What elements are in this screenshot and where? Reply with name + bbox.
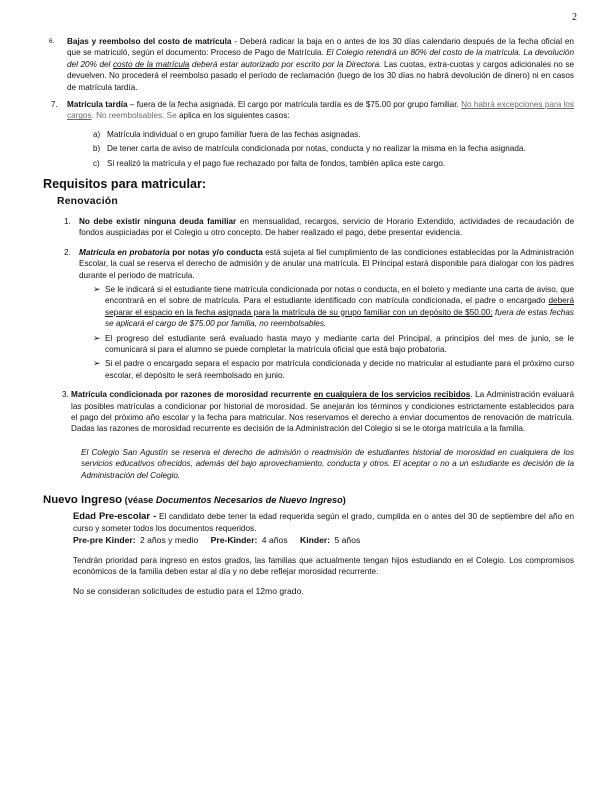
bullet-text: El progreso del estudiante será evaluado hasta mayo y mediante carta del Principal, a principios del mes de junio, se le comunicará si para el alumno se puede completar la matrícula oficial que está bajo probatoria. — [105, 333, 574, 354]
item-marker: 1. — [64, 216, 71, 226]
item-text: . La Administración evaluará las posibles matrículas a condicionar por historial de morosidad. Se anejarán los términos y condiciones estrictamente establecidos para el pago del próximo año escolar y la fecha para matricular. Nos reservamos el derecho a enviar documentos de renovación de matrícula. Dadas las razones de morosidad recurrente es decisión de la Administración del Colegio si se le otorga matrícula a la familia. — [71, 390, 575, 434]
bullet-italic-text: fuera de estas fechas se aplicará el cargo de $75.00 por familia, no reembolsables. — [105, 307, 574, 329]
requirement-item-3 — [45, 389, 574, 435]
sub-item-a — [93, 129, 574, 140]
item-text-2: aplica en los siguientes casos: — [176, 111, 290, 121]
edad-preescolar — [73, 510, 574, 534]
arrow-bullet-icon: ➢ — [93, 358, 101, 369]
sub-list — [93, 129, 574, 169]
bullet-item-2 — [93, 333, 574, 356]
age-value-pre-kinder: 4 años — [259, 535, 288, 546]
age-requirements — [73, 535, 574, 546]
item-title: Matrícula tardía — [67, 100, 128, 110]
item-text: en mensualidad, recargos, servicio de Horario Extendido, actividades de recaudación de fondos auspiciadas por el Colegio u otro concepto. De haber realizado el pago, debe presentar evidencia. — [79, 216, 575, 238]
page-number: 2 — [572, 12, 577, 23]
item-marker: 6. — [49, 38, 55, 45]
final-note: No se consideran solicitudes de estudio para el 12mo grado. — [73, 586, 304, 597]
bullet-underlined-text: deberá separar el espacio en la fecha asignada para la matrícula de su grupo familiar con un depósito de $50.00; — [105, 296, 574, 317]
priority-paragraph: Tendrán prioridad para ingreso en estos grados, las familias que actualmente tengan hijos estudiando en el Colegio. Los compromisos económicos de la familia deben estar al día y no debe reflejar morosidad recurrente. — [73, 555, 574, 577]
admission-note: El Colegio San Agustín se reserva el derecho de admisión o readmisión de estudiantes historial de morosidad en cualquiera de los servicios educativos ofrecidos, además del bajo aprovechamiento, conducta y otros. El aceptar o no a un estudiante es decisión de la Administración del Colegio. — [81, 447, 574, 480]
section-subtitle-post: ) — [342, 495, 346, 505]
sub-text: Si realizó la matrícula y el pago fue rechazado por falta de fondos, también aplica este cargo. — [107, 158, 446, 168]
item-bold: Matrícula condicionada por razones de morosidad recurrente — [71, 390, 314, 400]
item-matricula-tardia — [45, 99, 574, 169]
age-value-kinder: 5 años — [332, 535, 361, 546]
item-bold-underlined: en cualquiera de los servicios recibidos — [313, 390, 471, 400]
section-subtitle-italic: Documentos Necesarios de Nuevo Ingreso — [155, 495, 343, 505]
section-title-text: Nuevo Ingreso — [43, 494, 123, 506]
sub-marker: b) — [93, 144, 101, 154]
sub-item-b — [93, 143, 574, 154]
item-italic-text: El Colegio retendrá un 80% del costo de la matrícula. La devolución del 20% del — [67, 48, 574, 69]
item-underlined-text: No habrá excepciones para los cargos — [67, 100, 575, 121]
item-text-2: Las cuotas, extra-cuotas y cargos adicionales no se devuelven. No procederá el reembolso pasado el período de reclamación (luego de los 30 días no habrá devolución de dinero) ni en casos de matrícula tardía. — [67, 59, 574, 92]
item-italic-text-2: deberá estar autorizado por escrito por la Directora. — [189, 59, 382, 69]
document-body — [45, 36, 574, 598]
item-marker: 7. — [51, 100, 58, 110]
sub-text: Matrícula individual o en grupo familiar fuera de las fechas asignadas. — [107, 129, 361, 139]
edad-label: Edad Pre-escolar - — [73, 510, 157, 522]
age-value-pre-pre-kinder: 2 años y medio — [137, 535, 199, 546]
sub-marker: a) — [93, 129, 101, 139]
age-label-pre-kinder: Pre-Kinder: — [210, 535, 258, 546]
item-text: está sujeta al fiel cumplimiento de las condiciones establecidas por la Administración Escolar, la cual se reserva el derecho de admisión y de anular una matrícula. El Principal estará disponible para dialogar con los padres durante el periodo de matrícula. — [79, 247, 574, 280]
requirement-item-1 — [45, 216, 574, 239]
arrow-bullet-icon: ➢ — [93, 332, 101, 343]
sub-item-c — [93, 158, 574, 169]
subsection-title-renovacion: Renovación — [57, 196, 118, 208]
item-text: - Deberá radicar la baja en o antes de los 30 días calendario después de la fecha oficial en que se matriculó, según el documento: Proceso de Pago de Matrícula. — [67, 37, 574, 58]
sub-text: De tener carta de aviso de matrícula condicionada por notas, conducta y no realizar la misma en la fecha asignada. — [107, 144, 526, 154]
item-bold: No debe existir ninguna deuda familiar — [79, 216, 237, 226]
section-subtitle-pre: (véase — [122, 495, 156, 505]
item-gray-text: . No reembolsables. Se — [91, 111, 177, 121]
age-label-kinder: Kinder: — [300, 535, 331, 546]
section-title-requisitos: Requisitos para matricular: — [43, 177, 207, 192]
item-title: Bajas y reembolso del costo de matrícula — [67, 37, 232, 46]
item-italic-underlined: costo de la matrícula — [112, 59, 190, 69]
bullet-text: Si el padre o encargado separa el espacio por matrícula condicionada y decide no matricular al estudiante para el próximo curso escolar, el depósito le será reembolsado en junio. — [105, 359, 574, 380]
age-label-pre-pre-kinder: Pre-pre Kinder: — [73, 535, 136, 546]
bullet-item-1 — [93, 284, 574, 330]
item-marker: 3. — [62, 390, 69, 400]
section-title-nuevo-ingreso — [43, 495, 574, 506]
requirement-item-2 — [45, 247, 574, 381]
bullet-item-3 — [93, 358, 574, 381]
bullet-text: Se le indicará si el estudiante tiene matrícula condicionada por notas o conducta, en el boleto y mediante una carta de aviso, que encontrará en el sobre de matrícula. Para el estudiante identificado con matrícula condicionada, el padre o encargado — [105, 284, 574, 306]
sub-marker: c) — [93, 158, 100, 168]
item-text: – fuera de la fecha asignada. El cargo por matrícula tardía es de $75.00 por grupo familiar. — [127, 100, 462, 110]
arrow-bullet-icon: ➢ — [93, 283, 101, 294]
item-bold-italic: Matrícula en probatoria — [79, 247, 170, 257]
item-marker: 2. — [64, 247, 71, 257]
edad-text: El candidato debe tener la edad requerida según el grado, cumplida en o antes del 30 de septiembre del año en curso y someter todos los documentos requeridos. — [73, 512, 574, 533]
item-bold: por notas y/o conducta — [169, 247, 263, 257]
item-bajas-reembolso — [45, 36, 574, 93]
